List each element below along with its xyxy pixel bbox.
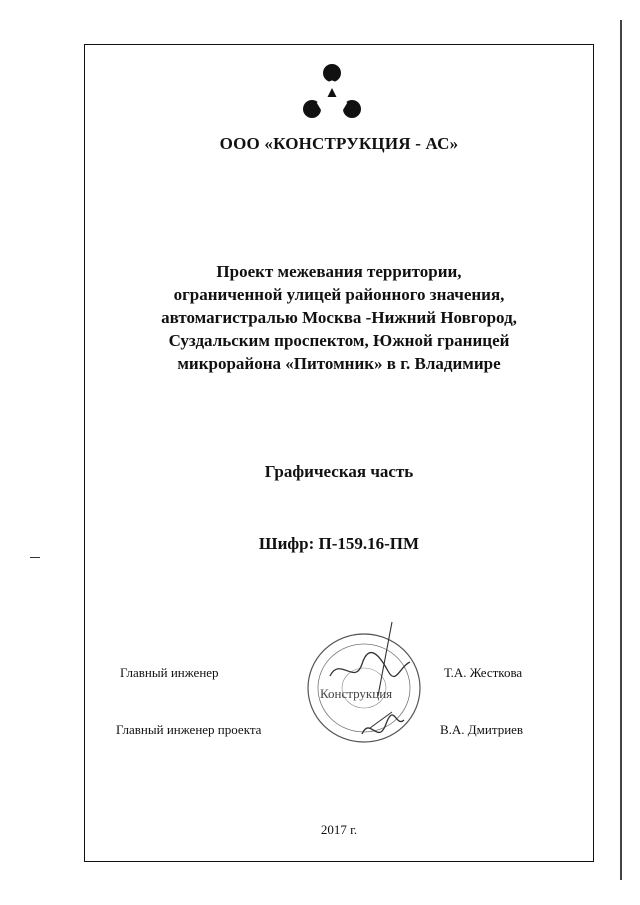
title-line: автомагистралью Москва -Нижний Новгород, (161, 308, 517, 327)
signature-name-chief-project-engineer: В.А. Дмитриев (440, 722, 524, 737)
section-heading: Графическая часть (264, 462, 414, 481)
stamp-text: Конструкция (320, 686, 393, 701)
signature-role-chief-project-engineer: Главный инженер проекта (116, 722, 262, 737)
company-name: ООО «КОНСТРУКЦИЯ - АС» (219, 134, 459, 153)
title-line: микрорайона «Питомник» в г. Владимире (177, 354, 501, 373)
title-line: Проект межевания территории, (216, 262, 462, 281)
scan-mark (30, 557, 40, 558)
company-seal-stamp-icon (300, 616, 430, 750)
year: 2017 г. (320, 822, 358, 837)
title-line: ограниченной улицей районного значения, (173, 285, 505, 304)
triangle-dots-logo-icon (300, 60, 364, 124)
signature-role-chief-engineer: Главный инженер (120, 665, 219, 680)
signature-name-chief-engineer: Т.А. Жесткова (444, 665, 523, 680)
document-code: Шифр: П-159.16-ПМ (258, 534, 420, 553)
title-line: Суздальским проспектом, Южной границей (168, 331, 510, 350)
scan-edge-line (620, 20, 622, 880)
document-title (84, 260, 594, 375)
